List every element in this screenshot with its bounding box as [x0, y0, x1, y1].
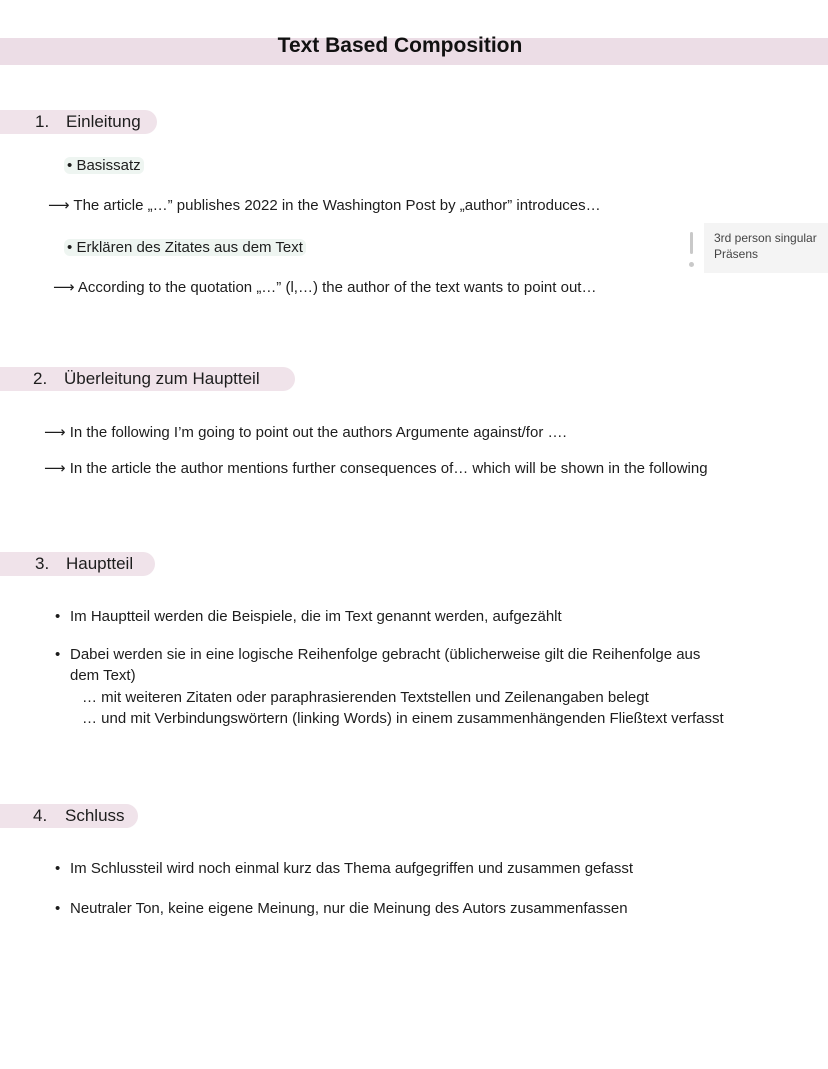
- list-item: [64, 157, 144, 174]
- section-1-number: 1.: [35, 112, 50, 131]
- section-4-heading: Schluss: [65, 806, 125, 825]
- arrow-right-icon: ⟶: [44, 424, 66, 441]
- section-3-number: 3.: [35, 554, 50, 573]
- section-1-heading: Einleitung: [66, 112, 141, 131]
- bullet-icon: •: [55, 900, 61, 917]
- side-note-line-1: 3rd person singular: [714, 231, 817, 245]
- page-title: Text Based Composition: [277, 34, 523, 57]
- section-4-bullet-2: Neutraler Ton, keine eigene Meinung, nur die Meinung des Autors zusammenfassen: [70, 900, 628, 917]
- list-item: [48, 196, 601, 214]
- arrow-right-icon: ⟶: [48, 197, 70, 214]
- arrow-right-icon: ⟶: [53, 279, 75, 296]
- section-2-arrow-2: In the article the author mentions further consequences of… which will be shown in the following: [69, 460, 708, 477]
- section-3-sub-1: … mit weiteren Zitaten oder paraphrasierenden Textstellen und Zeilenangaben belegt: [82, 689, 649, 706]
- bullet-icon: •: [55, 608, 61, 625]
- exclamation-dot: [689, 262, 694, 267]
- section-1-arrow-2: According to the quotation „…” (l,…) the author of the text wants to point out…: [77, 279, 597, 296]
- list-item: [53, 278, 596, 296]
- section-2-number: 2.: [33, 369, 48, 388]
- section-1-bullet-2: Erklären des Zitates aus dem Text: [76, 239, 303, 256]
- section-4-number: 4.: [33, 806, 48, 825]
- section-2-heading: Überleitung zum Hauptteil: [64, 369, 260, 388]
- side-note: [704, 223, 828, 273]
- section-3-bullet-2-line-2: dem Text): [70, 667, 136, 684]
- list-item: [55, 860, 634, 877]
- bullet-icon: •: [67, 239, 73, 256]
- list-item: [44, 459, 708, 477]
- section-3-sub-2: … und mit Verbindungswörtern (linking Words) in einem zusammenhängenden Fließtext verfasst: [82, 710, 724, 727]
- section-1-bullet-1: Basissatz: [76, 157, 141, 174]
- bullet-icon: •: [67, 157, 73, 174]
- section-3-heading: Hauptteil: [66, 554, 134, 573]
- side-note-line-2: Präsens: [714, 247, 759, 261]
- list-item: [55, 900, 628, 917]
- bullet-icon: •: [55, 860, 61, 877]
- arrow-right-icon: ⟶: [44, 460, 66, 477]
- exclamation-icon: [690, 232, 693, 254]
- list-item: [44, 423, 567, 441]
- section-2-arrow-1: In the following I’m going to point out the authors Argumente against/for ….: [69, 424, 567, 441]
- section-1-arrow-1: The article „…” publishes 2022 in the Washington Post by „author” introduces…: [73, 197, 601, 214]
- section-3-bullet-1: Im Hauptteil werden die Beispiele, die im Text genannt werden, aufgezählt: [70, 608, 562, 625]
- list-item: [64, 239, 306, 256]
- bullet-icon: •: [55, 646, 61, 663]
- section-4-bullet-1: Im Schlussteil wird noch einmal kurz das Thema aufgegriffen und zusammen gefasst: [70, 860, 634, 877]
- list-item: [55, 646, 60, 663]
- section-3-bullet-2-line-1: Dabei werden sie in eine logische Reihenfolge gebracht (üblicherweise gilt die Reihenfolge aus: [70, 646, 701, 663]
- list-item: [55, 608, 562, 625]
